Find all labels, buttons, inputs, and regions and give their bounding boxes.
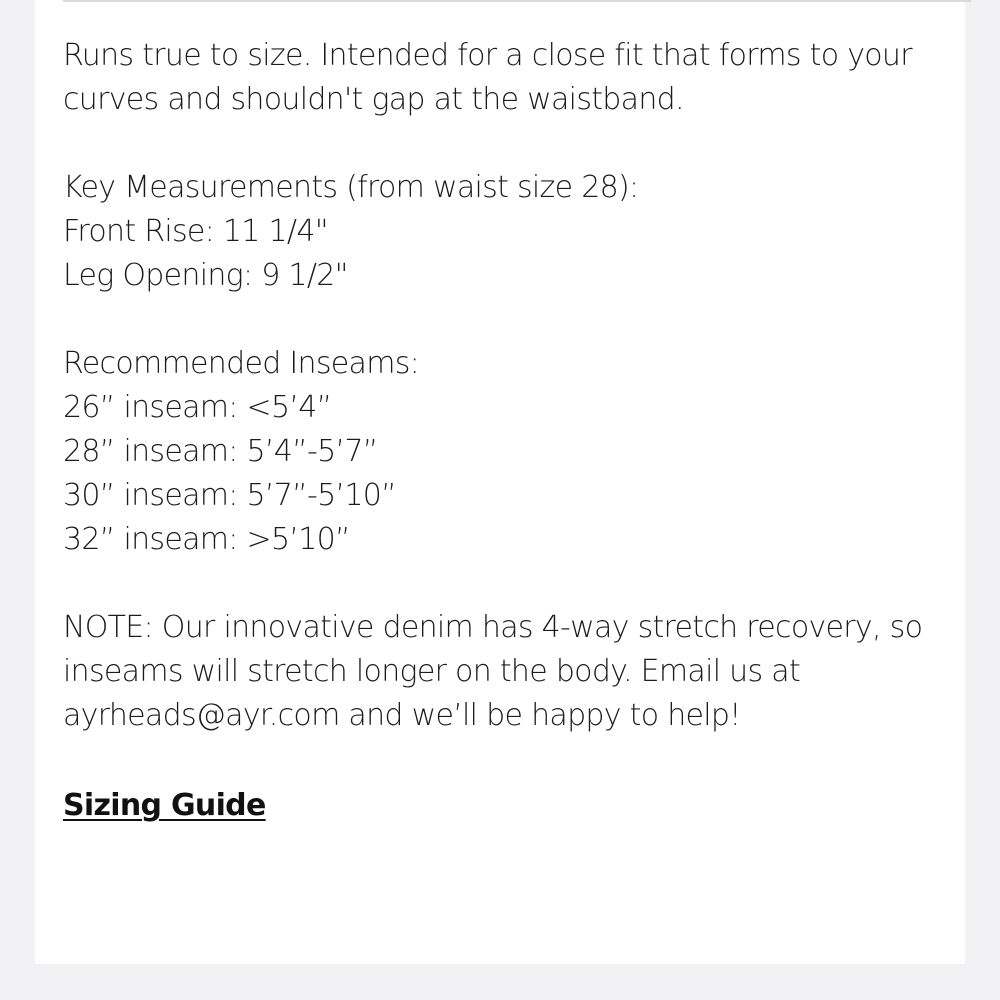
- inseam-item: 28” inseam: 5’4”-5’7”: [63, 434, 378, 469]
- note-text-line: NOTE: Our innovative denim has 4-way stretch recovery, so: [63, 610, 923, 645]
- sizing-guide-link[interactable]: Sizing Guide: [63, 788, 266, 823]
- fit-paragraph: [63, 34, 953, 122]
- measurements-heading: Key Measurements (from waist size 28):: [63, 170, 639, 205]
- front-rise-text: Front Rise: 11 1/4": [63, 214, 328, 249]
- inseams-heading: Recommended Inseams:: [63, 346, 420, 381]
- fit-text-line: Runs true to size. Intended for a close fit that forms to your: [63, 38, 912, 73]
- product-description: [63, 34, 953, 828]
- measurements-paragraph: [63, 166, 953, 298]
- note-paragraph: [63, 606, 953, 738]
- note-text-line: inseams will stretch longer on the body. Email us at: [63, 654, 801, 689]
- inseam-item: 26” inseam: <5’4”: [63, 390, 332, 425]
- top-divider: [63, 0, 971, 2]
- inseam-item: 30” inseam: 5’7”-5’10”: [63, 478, 396, 513]
- product-details-panel: [35, 0, 965, 964]
- leg-opening-text: Leg Opening: 9 1/2": [63, 258, 348, 293]
- fit-text-line: curves and shouldn't gap at the waistband.: [63, 82, 684, 117]
- inseam-item: 32” inseam: >5’10”: [63, 522, 350, 557]
- note-text-line: ayrheads@ayr.com and we’ll be happy to help!: [63, 698, 741, 733]
- inseams-paragraph: [63, 342, 953, 562]
